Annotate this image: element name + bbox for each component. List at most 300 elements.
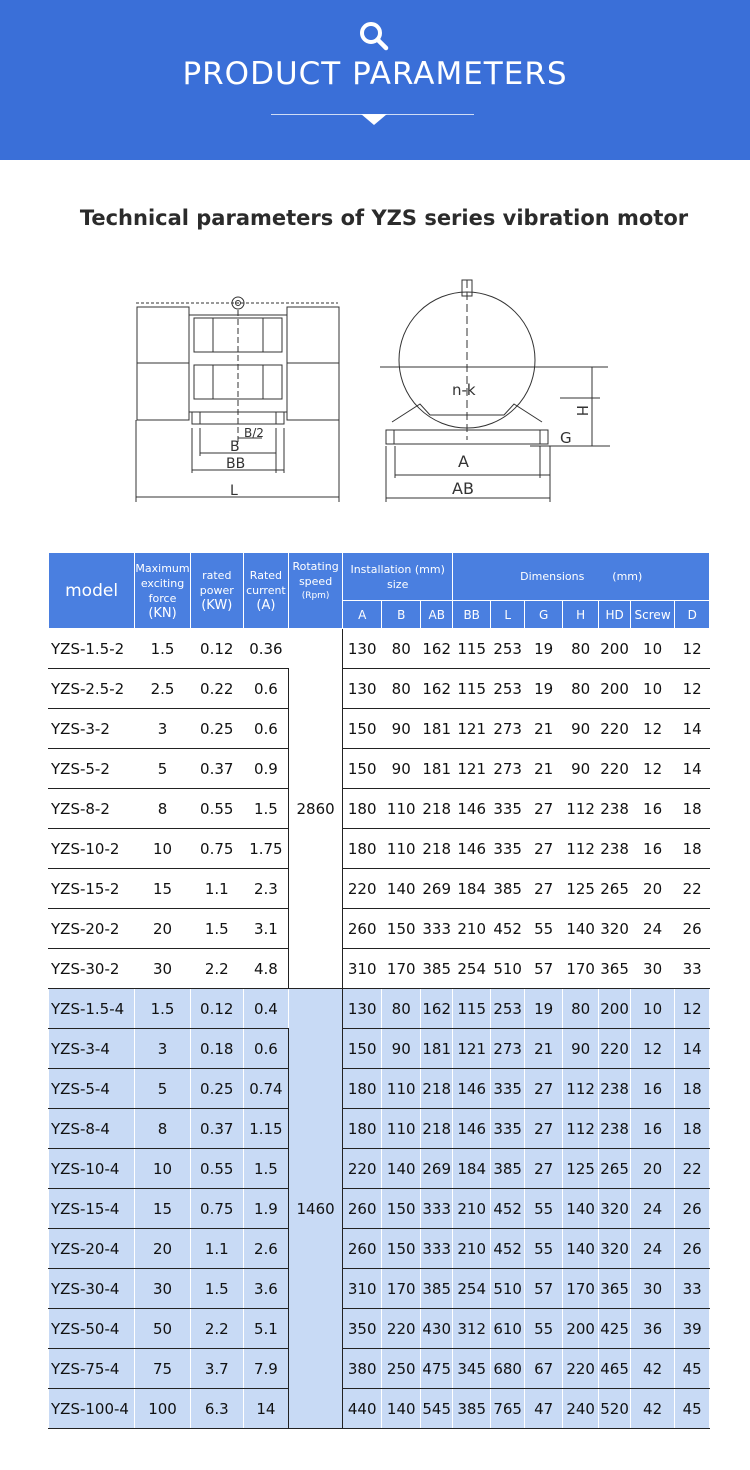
header-hd: HD (599, 601, 630, 629)
section-heading: Technical parameters of YZS series vibration motor (79, 206, 689, 230)
cell-force: 8 (135, 1109, 191, 1149)
cell-hd: 238 (599, 1109, 630, 1149)
cell-model: YZS-30-4 (49, 1269, 135, 1309)
cell-hd: 200 (599, 669, 630, 709)
table-row (49, 1149, 710, 1189)
label-b-half: B/2 (244, 426, 264, 440)
cell-power: 2.2 (190, 949, 243, 989)
cell-d: 33 (675, 1269, 710, 1309)
cell-g: 47 (525, 1389, 563, 1429)
cell-a: 260 (342, 909, 382, 949)
cell-h: 140 (562, 909, 598, 949)
cell-a: 150 (342, 749, 382, 789)
cell-screw: 24 (630, 909, 675, 949)
cell-hd: 220 (599, 709, 630, 749)
cell-d: 18 (675, 1109, 710, 1149)
cell-h: 80 (562, 989, 598, 1029)
cell-force: 20 (135, 909, 191, 949)
cell-h: 125 (562, 869, 598, 909)
cell-force: 15 (135, 869, 191, 909)
cell-l: 253 (490, 669, 524, 709)
cell-d: 22 (675, 869, 710, 909)
cell-power: 0.22 (190, 669, 243, 709)
cell-force: 75 (135, 1349, 191, 1389)
cell-g: 19 (525, 629, 563, 669)
cell-b: 110 (382, 1109, 421, 1149)
cell-force: 2.5 (135, 669, 191, 709)
cell-a: 180 (342, 1109, 382, 1149)
cell-d: 12 (675, 629, 710, 669)
cell-force: 10 (135, 829, 191, 869)
cell-hd: 320 (599, 909, 630, 949)
cell-l: 273 (490, 709, 524, 749)
cell-bb: 115 (453, 669, 491, 709)
cell-power: 1.5 (190, 1269, 243, 1309)
cell-h: 112 (562, 1069, 598, 1109)
cell-a: 180 (342, 789, 382, 829)
cell-current: 0.6 (243, 1029, 289, 1069)
cell-b: 150 (382, 1229, 421, 1269)
cell-a: 180 (342, 829, 382, 869)
cell-hd: 465 (599, 1349, 630, 1389)
cell-power: 1.1 (190, 869, 243, 909)
cell-g: 55 (525, 1229, 563, 1269)
cell-ab: 181 (420, 749, 452, 789)
cell-h: 112 (562, 789, 598, 829)
cell-screw: 12 (630, 749, 675, 789)
cell-d: 12 (675, 669, 710, 709)
cell-g: 21 (525, 709, 563, 749)
cell-a: 130 (342, 989, 382, 1029)
cell-g: 55 (525, 1309, 563, 1349)
cell-ab: 218 (420, 789, 452, 829)
parameters-table (48, 552, 710, 1429)
cell-h: 112 (562, 829, 598, 869)
cell-d: 18 (675, 1069, 710, 1109)
label-g: G (560, 429, 572, 447)
cell-d: 22 (675, 1149, 710, 1189)
header-current: Rated current (A) (243, 553, 289, 629)
cell-ab: 333 (420, 1189, 452, 1229)
cell-model: YZS-2.5-2 (49, 669, 135, 709)
cell-a: 260 (342, 1229, 382, 1269)
cell-b: 110 (382, 1069, 421, 1109)
cell-force: 50 (135, 1309, 191, 1349)
cell-l: 253 (490, 989, 524, 1029)
cell-h: 220 (562, 1349, 598, 1389)
cell-power: 0.75 (190, 1189, 243, 1229)
cell-hd: 238 (599, 829, 630, 869)
cell-g: 19 (525, 669, 563, 709)
cell-ab: 218 (420, 1109, 452, 1149)
cell-current: 0.4 (243, 989, 289, 1029)
cell-d: 39 (675, 1309, 710, 1349)
cell-g: 21 (525, 1029, 563, 1069)
cell-d: 45 (675, 1349, 710, 1389)
cell-l: 452 (490, 909, 524, 949)
cell-bb: 121 (453, 749, 491, 789)
cell-model: YZS-75-4 (49, 1349, 135, 1389)
cell-force: 30 (135, 1269, 191, 1309)
cell-model: YZS-15-4 (49, 1189, 135, 1229)
cell-power: 0.75 (190, 829, 243, 869)
cell-ab: 269 (420, 1149, 452, 1189)
cell-d: 18 (675, 789, 710, 829)
cell-power: 0.37 (190, 1109, 243, 1149)
cell-current: 7.9 (243, 1349, 289, 1389)
table-row (49, 709, 710, 749)
cell-a: 150 (342, 709, 382, 749)
cell-hd: 265 (599, 1149, 630, 1189)
table-row (49, 629, 710, 669)
cell-a: 380 (342, 1349, 382, 1389)
cell-d: 33 (675, 949, 710, 989)
cell-force: 30 (135, 949, 191, 989)
cell-ab: 181 (420, 1029, 452, 1069)
cell-h: 200 (562, 1309, 598, 1349)
cell-ab: 475 (420, 1349, 452, 1389)
cell-screw: 30 (630, 1269, 675, 1309)
cell-g: 27 (525, 1069, 563, 1109)
table-row (49, 1269, 710, 1309)
cell-a: 220 (342, 869, 382, 909)
cell-bb: 115 (453, 629, 491, 669)
cell-d: 14 (675, 749, 710, 789)
cell-current: 1.5 (243, 1149, 289, 1189)
header-b: B (382, 601, 421, 629)
label-b: B (230, 439, 240, 455)
table-row (49, 989, 710, 1029)
cell-h: 90 (562, 1029, 598, 1069)
cell-current: 0.6 (243, 669, 289, 709)
cell-hd: 238 (599, 1069, 630, 1109)
cell-model: YZS-5-4 (49, 1069, 135, 1109)
cell-b: 170 (382, 949, 421, 989)
cell-h: 80 (562, 669, 598, 709)
label-h: H (573, 405, 591, 417)
cell-d: 18 (675, 829, 710, 869)
table-row (49, 1029, 710, 1069)
cell-screw: 16 (630, 1109, 675, 1149)
cell-bb: 385 (453, 1389, 491, 1429)
cell-g: 19 (525, 989, 563, 1029)
motor-drawing (130, 270, 620, 515)
header-a: A (342, 601, 382, 629)
cell-b: 250 (382, 1349, 421, 1389)
header-bb: BB (453, 601, 491, 629)
header-installation: Installation (mm) size (342, 553, 453, 601)
cell-g: 27 (525, 1109, 563, 1149)
cell-power: 0.25 (190, 709, 243, 749)
cell-l: 335 (490, 1069, 524, 1109)
cell-power: 1.5 (190, 909, 243, 949)
table-row (49, 749, 710, 789)
cell-g: 27 (525, 829, 563, 869)
cell-ab: 385 (420, 949, 452, 989)
cell-hd: 320 (599, 1189, 630, 1229)
cell-b: 80 (382, 989, 421, 1029)
cell-bb: 345 (453, 1349, 491, 1389)
cell-ab: 218 (420, 829, 452, 869)
cell-hd: 200 (599, 629, 630, 669)
cell-power: 0.12 (190, 989, 243, 1029)
cell-model: YZS-1.5-2 (49, 629, 135, 669)
cell-screw: 36 (630, 1309, 675, 1349)
cell-power: 0.25 (190, 1069, 243, 1109)
table-row (49, 1389, 710, 1429)
header-banner (0, 0, 750, 160)
cell-g: 55 (525, 1189, 563, 1229)
cell-current: 4.8 (243, 949, 289, 989)
cell-ab: 333 (420, 1229, 452, 1269)
cell-bb: 115 (453, 989, 491, 1029)
cell-a: 260 (342, 1189, 382, 1229)
cell-current: 5.1 (243, 1309, 289, 1349)
cell-screw: 10 (630, 989, 675, 1029)
cell-current: 3.6 (243, 1269, 289, 1309)
rotating-speed-cell: 1460 (289, 989, 343, 1429)
cell-bb: 184 (453, 869, 491, 909)
cell-l: 273 (490, 1029, 524, 1069)
cell-current: 3.1 (243, 909, 289, 949)
cell-hd: 320 (599, 1229, 630, 1269)
cell-current: 0.36 (243, 629, 289, 669)
cell-hd: 520 (599, 1389, 630, 1429)
down-arrow-icon (361, 114, 387, 125)
cell-l: 510 (490, 949, 524, 989)
cell-h: 125 (562, 1149, 598, 1189)
cell-g: 21 (525, 749, 563, 789)
table-row (49, 789, 710, 829)
cell-bb: 210 (453, 909, 491, 949)
table-row (49, 1189, 710, 1229)
cell-hd: 238 (599, 789, 630, 829)
cell-bb: 254 (453, 1269, 491, 1309)
cell-hd: 265 (599, 869, 630, 909)
cell-g: 57 (525, 949, 563, 989)
cell-d: 14 (675, 709, 710, 749)
cell-d: 14 (675, 1029, 710, 1069)
cell-force: 100 (135, 1389, 191, 1429)
header-h: H (562, 601, 598, 629)
cell-b: 80 (382, 669, 421, 709)
cell-model: YZS-10-2 (49, 829, 135, 869)
cell-a: 310 (342, 1269, 382, 1309)
cell-screw: 30 (630, 949, 675, 989)
cell-model: YZS-20-2 (49, 909, 135, 949)
cell-current: 1.9 (243, 1189, 289, 1229)
cell-force: 1.5 (135, 629, 191, 669)
cell-force: 1.5 (135, 989, 191, 1029)
cell-a: 180 (342, 1069, 382, 1109)
cell-ab: 430 (420, 1309, 452, 1349)
cell-l: 452 (490, 1229, 524, 1269)
cell-h: 170 (562, 1269, 598, 1309)
cell-h: 170 (562, 949, 598, 989)
cell-current: 1.15 (243, 1109, 289, 1149)
cell-l: 335 (490, 1109, 524, 1149)
cell-l: 273 (490, 749, 524, 789)
cell-power: 1.1 (190, 1229, 243, 1269)
cell-model: YZS-8-2 (49, 789, 135, 829)
cell-force: 15 (135, 1189, 191, 1229)
cell-a: 310 (342, 949, 382, 989)
cell-model: YZS-1.5-4 (49, 989, 135, 1029)
cell-model: YZS-8-4 (49, 1109, 135, 1149)
cell-ab: 545 (420, 1389, 452, 1429)
cell-screw: 10 (630, 669, 675, 709)
cell-bb: 312 (453, 1309, 491, 1349)
cell-screw: 24 (630, 1229, 675, 1269)
cell-b: 110 (382, 789, 421, 829)
cell-l: 680 (490, 1349, 524, 1389)
cell-b: 90 (382, 1029, 421, 1069)
cell-model: YZS-5-2 (49, 749, 135, 789)
cell-bb: 121 (453, 709, 491, 749)
cell-ab: 269 (420, 869, 452, 909)
cell-model: YZS-3-2 (49, 709, 135, 749)
cell-b: 170 (382, 1269, 421, 1309)
cell-power: 3.7 (190, 1349, 243, 1389)
cell-bb: 184 (453, 1149, 491, 1189)
cell-power: 0.12 (190, 629, 243, 669)
cell-power: 0.55 (190, 1149, 243, 1189)
cell-power: 2.2 (190, 1309, 243, 1349)
cell-g: 27 (525, 789, 563, 829)
cell-current: 1.75 (243, 829, 289, 869)
cell-force: 3 (135, 1029, 191, 1069)
cell-force: 8 (135, 789, 191, 829)
cell-screw: 10 (630, 629, 675, 669)
header-d: D (675, 601, 710, 629)
search-icon[interactable] (356, 18, 392, 54)
cell-power: 0.37 (190, 749, 243, 789)
cell-hd: 425 (599, 1309, 630, 1349)
cell-screw: 42 (630, 1349, 675, 1389)
cell-g: 27 (525, 1149, 563, 1189)
cell-hd: 220 (599, 749, 630, 789)
cell-force: 5 (135, 749, 191, 789)
cell-h: 140 (562, 1189, 598, 1229)
cell-bb: 146 (453, 789, 491, 829)
cell-a: 350 (342, 1309, 382, 1349)
cell-model: YZS-50-4 (49, 1309, 135, 1349)
cell-bb: 254 (453, 949, 491, 989)
label-bb: BB (226, 456, 246, 472)
cell-current: 1.5 (243, 789, 289, 829)
cell-model: YZS-100-4 (49, 1389, 135, 1429)
cell-g: 27 (525, 869, 563, 909)
cell-l: 610 (490, 1309, 524, 1349)
cell-b: 90 (382, 749, 421, 789)
cell-model: YZS-15-2 (49, 869, 135, 909)
cell-d: 12 (675, 989, 710, 1029)
side-view-drawing (380, 280, 610, 502)
header-power: rated power (KW) (190, 553, 243, 629)
cell-current: 0.74 (243, 1069, 289, 1109)
cell-ab: 385 (420, 1269, 452, 1309)
cell-a: 130 (342, 629, 382, 669)
cell-d: 26 (675, 909, 710, 949)
header-g: G (525, 601, 563, 629)
cell-current: 0.6 (243, 709, 289, 749)
cell-b: 90 (382, 709, 421, 749)
header-l: L (490, 601, 524, 629)
cell-hd: 220 (599, 1029, 630, 1069)
cell-screw: 16 (630, 789, 675, 829)
rotating-speed-cell: 2860 (289, 629, 343, 989)
header-model: model (49, 553, 135, 629)
cell-bb: 121 (453, 1029, 491, 1069)
table-row (49, 1349, 710, 1389)
cell-g: 67 (525, 1349, 563, 1389)
cell-g: 57 (525, 1269, 563, 1309)
cell-h: 240 (562, 1389, 598, 1429)
cell-l: 385 (490, 1149, 524, 1189)
cell-ab: 162 (420, 669, 452, 709)
cell-h: 90 (562, 709, 598, 749)
page-title: PRODUCT PARAMETERS (182, 56, 568, 92)
cell-ab: 333 (420, 909, 452, 949)
cell-h: 112 (562, 1109, 598, 1149)
header-force: Maximum exciting force (KN) (135, 553, 191, 629)
cell-bb: 210 (453, 1189, 491, 1229)
header-ab: AB (420, 601, 452, 629)
header-speed: Rotating speed (Rpm) (289, 553, 343, 629)
cell-force: 20 (135, 1229, 191, 1269)
cell-screw: 20 (630, 869, 675, 909)
cell-l: 335 (490, 789, 524, 829)
cell-l: 452 (490, 1189, 524, 1229)
cell-b: 140 (382, 869, 421, 909)
cell-current: 2.6 (243, 1229, 289, 1269)
cell-power: 0.55 (190, 789, 243, 829)
cell-d: 45 (675, 1389, 710, 1429)
cell-b: 220 (382, 1309, 421, 1349)
cell-b: 140 (382, 1389, 421, 1429)
cell-b: 150 (382, 1189, 421, 1229)
table-row (49, 909, 710, 949)
table-row (49, 1109, 710, 1149)
cell-screw: 42 (630, 1389, 675, 1429)
cell-h: 80 (562, 629, 598, 669)
table-row (49, 1069, 710, 1109)
cell-h: 90 (562, 749, 598, 789)
cell-hd: 365 (599, 949, 630, 989)
cell-bb: 146 (453, 1109, 491, 1149)
cell-l: 510 (490, 1269, 524, 1309)
cell-l: 335 (490, 829, 524, 869)
table-row (49, 829, 710, 869)
cell-a: 220 (342, 1149, 382, 1189)
table-row (49, 1309, 710, 1349)
table-row (49, 1229, 710, 1269)
cell-h: 140 (562, 1229, 598, 1269)
cell-screw: 16 (630, 829, 675, 869)
cell-current: 0.9 (243, 749, 289, 789)
header-screw: Screw (630, 601, 675, 629)
cell-hd: 365 (599, 1269, 630, 1309)
cell-l: 765 (490, 1389, 524, 1429)
cell-current: 14 (243, 1389, 289, 1429)
cell-screw: 12 (630, 1029, 675, 1069)
cell-model: YZS-10-4 (49, 1149, 135, 1189)
cell-a: 150 (342, 1029, 382, 1069)
cell-ab: 162 (420, 629, 452, 669)
cell-l: 253 (490, 629, 524, 669)
label-ab: AB (452, 479, 474, 498)
label-l: L (230, 483, 238, 499)
